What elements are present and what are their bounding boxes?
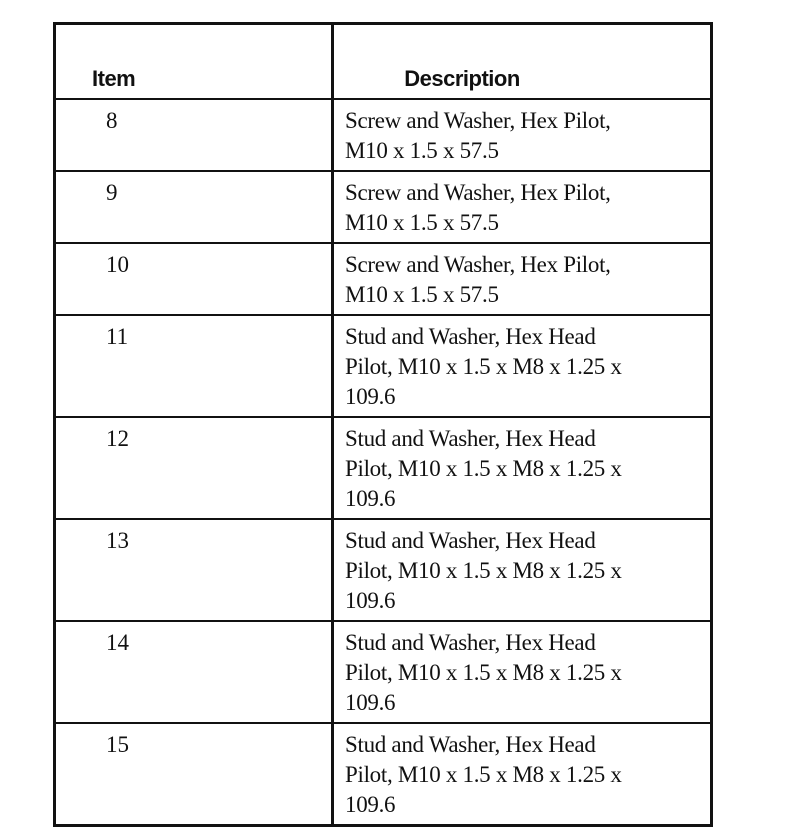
item-number: 15 <box>106 732 129 757</box>
description-line: M10 x 1.5 x 57.5 <box>345 210 499 235</box>
parts-table <box>53 22 713 827</box>
description-line: Stud and Washer, Hex Head <box>345 732 596 757</box>
description-line: Stud and Washer, Hex Head <box>345 528 596 553</box>
description-line: 109.6 <box>345 384 396 409</box>
description-header-label: Description <box>404 66 520 91</box>
table-row <box>56 518 710 620</box>
item-cell <box>56 100 334 170</box>
table-header-row <box>56 25 710 98</box>
item-number: 12 <box>106 426 129 451</box>
description-line: Pilot, M10 x 1.5 x M8 x 1.25 x <box>345 558 622 583</box>
description-cell <box>334 418 710 518</box>
description-cell <box>334 244 710 314</box>
item-header-label: Item <box>92 66 136 91</box>
description-cell <box>334 622 710 722</box>
item-number: 11 <box>106 324 129 349</box>
table-row <box>56 242 710 314</box>
description-line: 109.6 <box>345 588 396 613</box>
item-cell <box>56 622 334 722</box>
description-line: Stud and Washer, Hex Head <box>345 324 596 349</box>
description-line: Screw and Washer, Hex Pilot, <box>345 180 611 205</box>
description-line: 109.6 <box>345 486 396 511</box>
description-line: M10 x 1.5 x 57.5 <box>345 138 499 163</box>
description-line: 109.6 <box>345 690 396 715</box>
item-cell <box>56 520 334 620</box>
description-line: Stud and Washer, Hex Head <box>345 426 596 451</box>
item-number: 10 <box>106 252 129 277</box>
description-line: M10 x 1.5 x 57.5 <box>345 282 499 307</box>
description-cell <box>334 520 710 620</box>
description-line: Pilot, M10 x 1.5 x M8 x 1.25 x <box>345 354 622 379</box>
item-number: 9 <box>106 180 118 205</box>
table-row <box>56 98 710 170</box>
item-cell <box>56 724 334 824</box>
description-line: 109.6 <box>345 792 396 817</box>
description-cell <box>334 100 710 170</box>
description-line: Pilot, M10 x 1.5 x M8 x 1.25 x <box>345 762 622 787</box>
table-row <box>56 314 710 416</box>
description-cell <box>334 724 710 824</box>
table-row <box>56 620 710 722</box>
description-cell <box>334 172 710 242</box>
table-row <box>56 416 710 518</box>
item-column-header <box>56 25 334 98</box>
description-column-header <box>334 25 710 98</box>
description-line: Screw and Washer, Hex Pilot, <box>345 108 611 133</box>
table-row <box>56 170 710 242</box>
description-line: Stud and Washer, Hex Head <box>345 630 596 655</box>
item-cell <box>56 418 334 518</box>
item-cell <box>56 316 334 416</box>
item-cell <box>56 172 334 242</box>
description-line: Pilot, M10 x 1.5 x M8 x 1.25 x <box>345 660 622 685</box>
item-number: 13 <box>106 528 129 553</box>
description-line: Pilot, M10 x 1.5 x M8 x 1.25 x <box>345 456 622 481</box>
item-number: 8 <box>106 108 118 133</box>
description-cell <box>334 316 710 416</box>
table-row <box>56 722 710 824</box>
description-line: Screw and Washer, Hex Pilot, <box>345 252 611 277</box>
item-number: 14 <box>106 630 129 655</box>
item-cell <box>56 244 334 314</box>
